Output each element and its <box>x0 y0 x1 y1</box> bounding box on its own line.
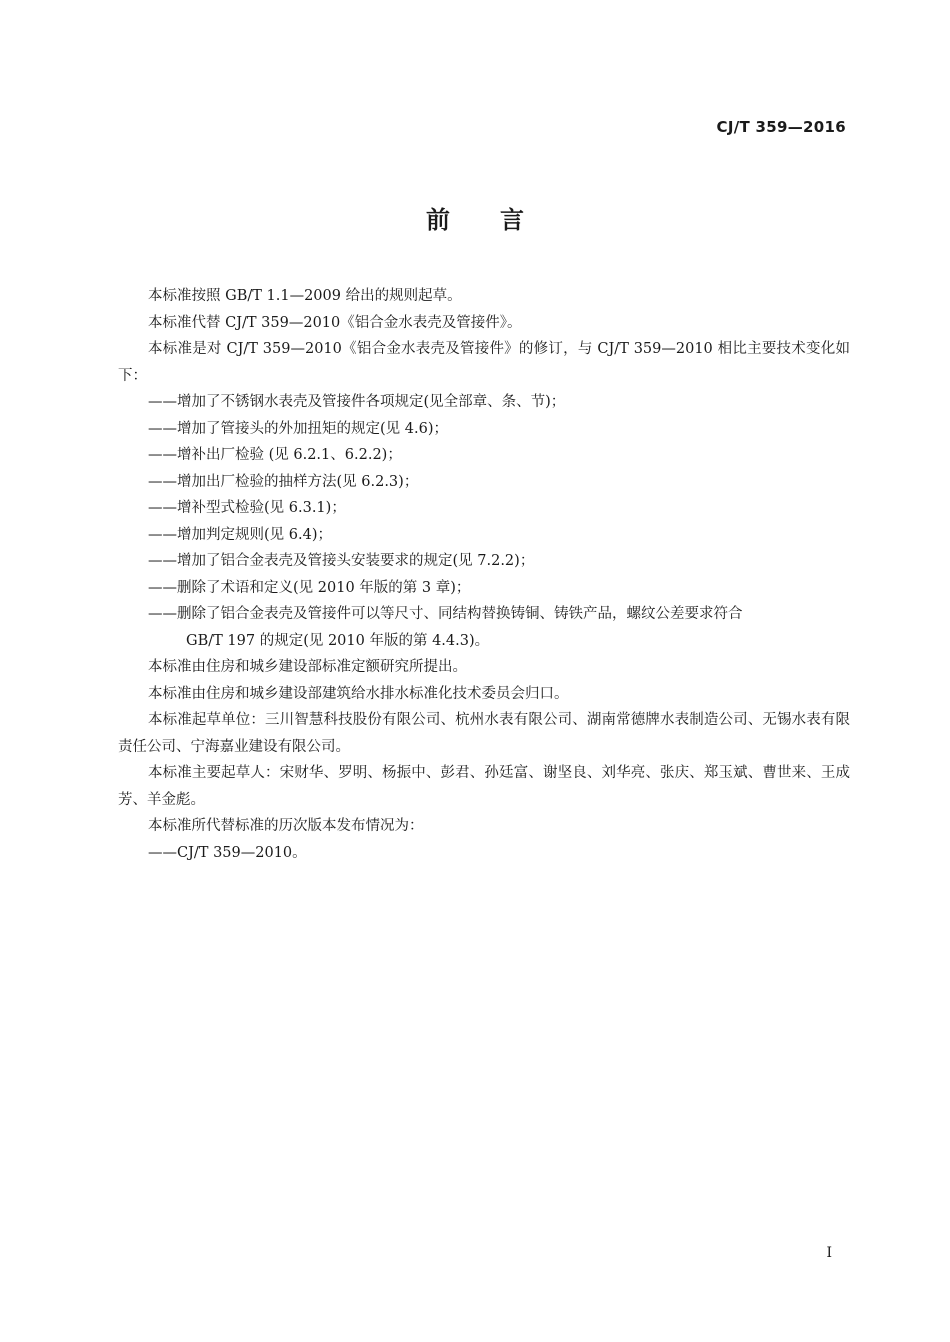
paragraph-drafters: 本标准主要起草人：宋财华、罗明、杨振中、彭君、孙廷富、谢坚良、刘华亮、张庆、郑玉斌、曹世来、王成芳、羊金彪。 <box>118 765 850 808</box>
standard-code: CJ/T 359—2016 <box>716 118 846 136</box>
paragraph-committee: 本标准由住房和城乡建设部建筑给水排水标准化技术委员会归口。 <box>148 685 569 702</box>
page-title: 前言 <box>426 206 574 234</box>
list-item: ——增加判定规则(见 6.4)； <box>148 526 332 543</box>
list-item <box>118 601 850 654</box>
paragraph-drafting-rules: 本标准按照 GB/T 1.1—2009 给出的规则起草。 <box>148 288 462 304</box>
list-item-line: ——删除了铝合金表壳及管接件可以等尺寸、同结构替换铸铜、铸铁产品，螺纹公差要求符合 <box>148 606 743 622</box>
page-number: I <box>826 1245 832 1261</box>
list-item-continuation: GB/T 197 的规定(见 2010 年版的第 4.4.3)。 <box>186 632 490 649</box>
list-item: ——增加出厂检验的抽样方法(见 6.2.3)； <box>148 473 419 490</box>
changes-list <box>118 389 850 654</box>
paragraph-history-intro: 本标准所代替标准的历次版本发布情况为： <box>148 818 424 834</box>
document-body <box>118 283 850 866</box>
list-item: ——增补型式检验(见 6.3.1)； <box>148 500 346 516</box>
list-item: ——增补出厂检验 (见 6.2.1、6.2.2)； <box>148 447 402 463</box>
paragraph-replaces: 本标准代替 CJ/T 359—2010《铝合金水表壳及管接件》。 <box>148 314 522 331</box>
list-item: ——删除了术语和定义(见 2010 年版的第 3 章)； <box>148 579 471 596</box>
paragraph-revision: 本标准是对 CJ/T 359—2010《铝合金水表壳及管接件》的修订，与 CJ/T 359—2010 相比主要技术变化如下： <box>118 341 850 384</box>
list-item: ——增加了管接头的外加扭矩的规定(见 4.6)； <box>148 420 448 437</box>
list-item: ——增加了不锈钢水表壳及管接件各项规定(见全部章、条、节)； <box>148 394 566 410</box>
paragraph-drafting-units: 本标准起草单位：三川智慧科技股份有限公司、杭州水表有限公司、湖南常德牌水表制造公司、无锡水表有限责任公司、宁海嘉业建设有限公司。 <box>118 712 850 755</box>
history-item: ——CJ/T 359—2010。 <box>148 844 307 861</box>
paragraph-proposer: 本标准由住房和城乡建设部标准定额研究所提出。 <box>148 659 467 675</box>
list-item: ——增加了铝合金表壳及管接头安装要求的规定(见 7.2.2)； <box>148 553 535 569</box>
